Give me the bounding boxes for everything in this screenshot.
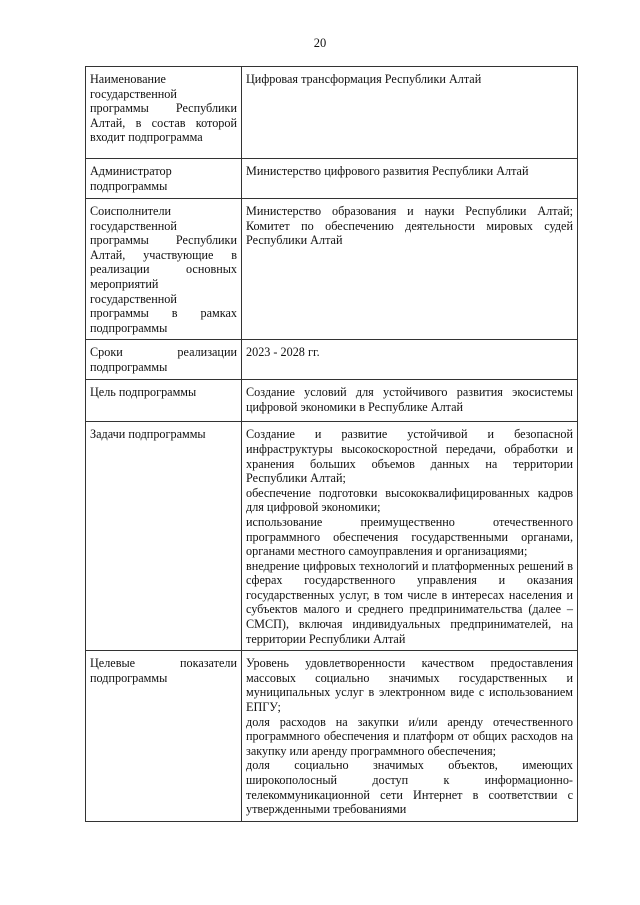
row-value: Министерство образования и науки Республики Алтай; Комитет по обеспечению деятельности мировых судей Республики Алтай [246,204,573,248]
row-label: Цель подпрограммы [90,385,197,400]
row-value-cell [242,199,578,340]
row-label: Соисполнители государственной программы Республики Алтай, участвующие в реализации основных мероприятий государственной программы в рамках подпрограммы [90,204,237,335]
row-label: Наименование государственной программы Республики Алтай, в состав которой входит подпрограмма [90,72,237,145]
row-value: Министерство цифрового развития Республики Алтай [246,164,529,178]
indicator-item: доля социально значимых объектов, имеющих широкополосный доступ к информационно-телекоммуникационной сети Интернет в соответствии с утвержденными требованиями [246,758,573,817]
row-label-cell [86,67,242,159]
row-value: 2023 - 2028 гг. [246,345,320,360]
row-label: Сроки реализации подпрограммы [90,345,237,374]
row-value-cell [242,651,578,822]
row-value-cell [242,422,578,651]
row-label-cell [86,159,242,199]
row-value: Создание условий для устойчивого развития экосистемы цифровой экономики в Республике Алтай [246,385,573,414]
table-row [86,159,578,199]
table-row [86,422,578,651]
page-number: 20 [313,36,327,50]
row-label: Целевые показатели подпрограммы [90,656,237,685]
table-row [86,67,578,159]
row-label-cell [86,651,242,822]
subprogram-passport-table [85,66,578,822]
row-label-cell [86,199,242,340]
row-label-cell [86,380,242,422]
task-item: использование преимущественно отечественного программного обеспечения государственными органами, органами местного самоуправления и организациями; [246,514,573,559]
table-row [86,340,578,380]
row-value-cell [242,159,578,199]
table-row [86,380,578,422]
row-label-cell [86,422,242,651]
table-row [86,199,578,340]
row-value-cell [242,380,578,422]
row-label-cell [86,340,242,380]
task-item: внедрение цифровых технологий и платформенных решений в сферах государственного управления и оказания государственных услуг, в том числе в интересах населения и субъектов малого и среднего предпринимательства (далее – СМСП), включая индивидуальных предпринимателей, на территории Республики Алтай [246,558,573,646]
row-value-cell [242,67,578,159]
row-label: Администратор подпрограммы [90,164,172,193]
indicator-item: Уровень удовлетворенности качеством предоставления массовых социально значимых государственных и муниципальных услуг в электронном виде с использованием ЕПГУ; [246,656,573,715]
table-row [86,651,578,822]
row-value: Цифровая трансформация Республики Алтай [246,72,482,86]
task-item: Создание и развитие устойчивой и безопасной инфраструктуры высокоскоростной передачи, обработки и хранения больших объемов данных на территории Республики Алтай; [246,427,573,486]
indicator-item: доля расходов на закупки и/или аренду отечественного программного обеспечения и платформ от общих расходов на закупку или аренду программного обеспечения; [246,714,573,758]
row-value-cell [242,340,578,380]
row-label: Задачи подпрограммы [90,427,206,442]
task-item: обеспечение подготовки высококвалифицированных кадров для цифровой экономики; [246,485,573,515]
